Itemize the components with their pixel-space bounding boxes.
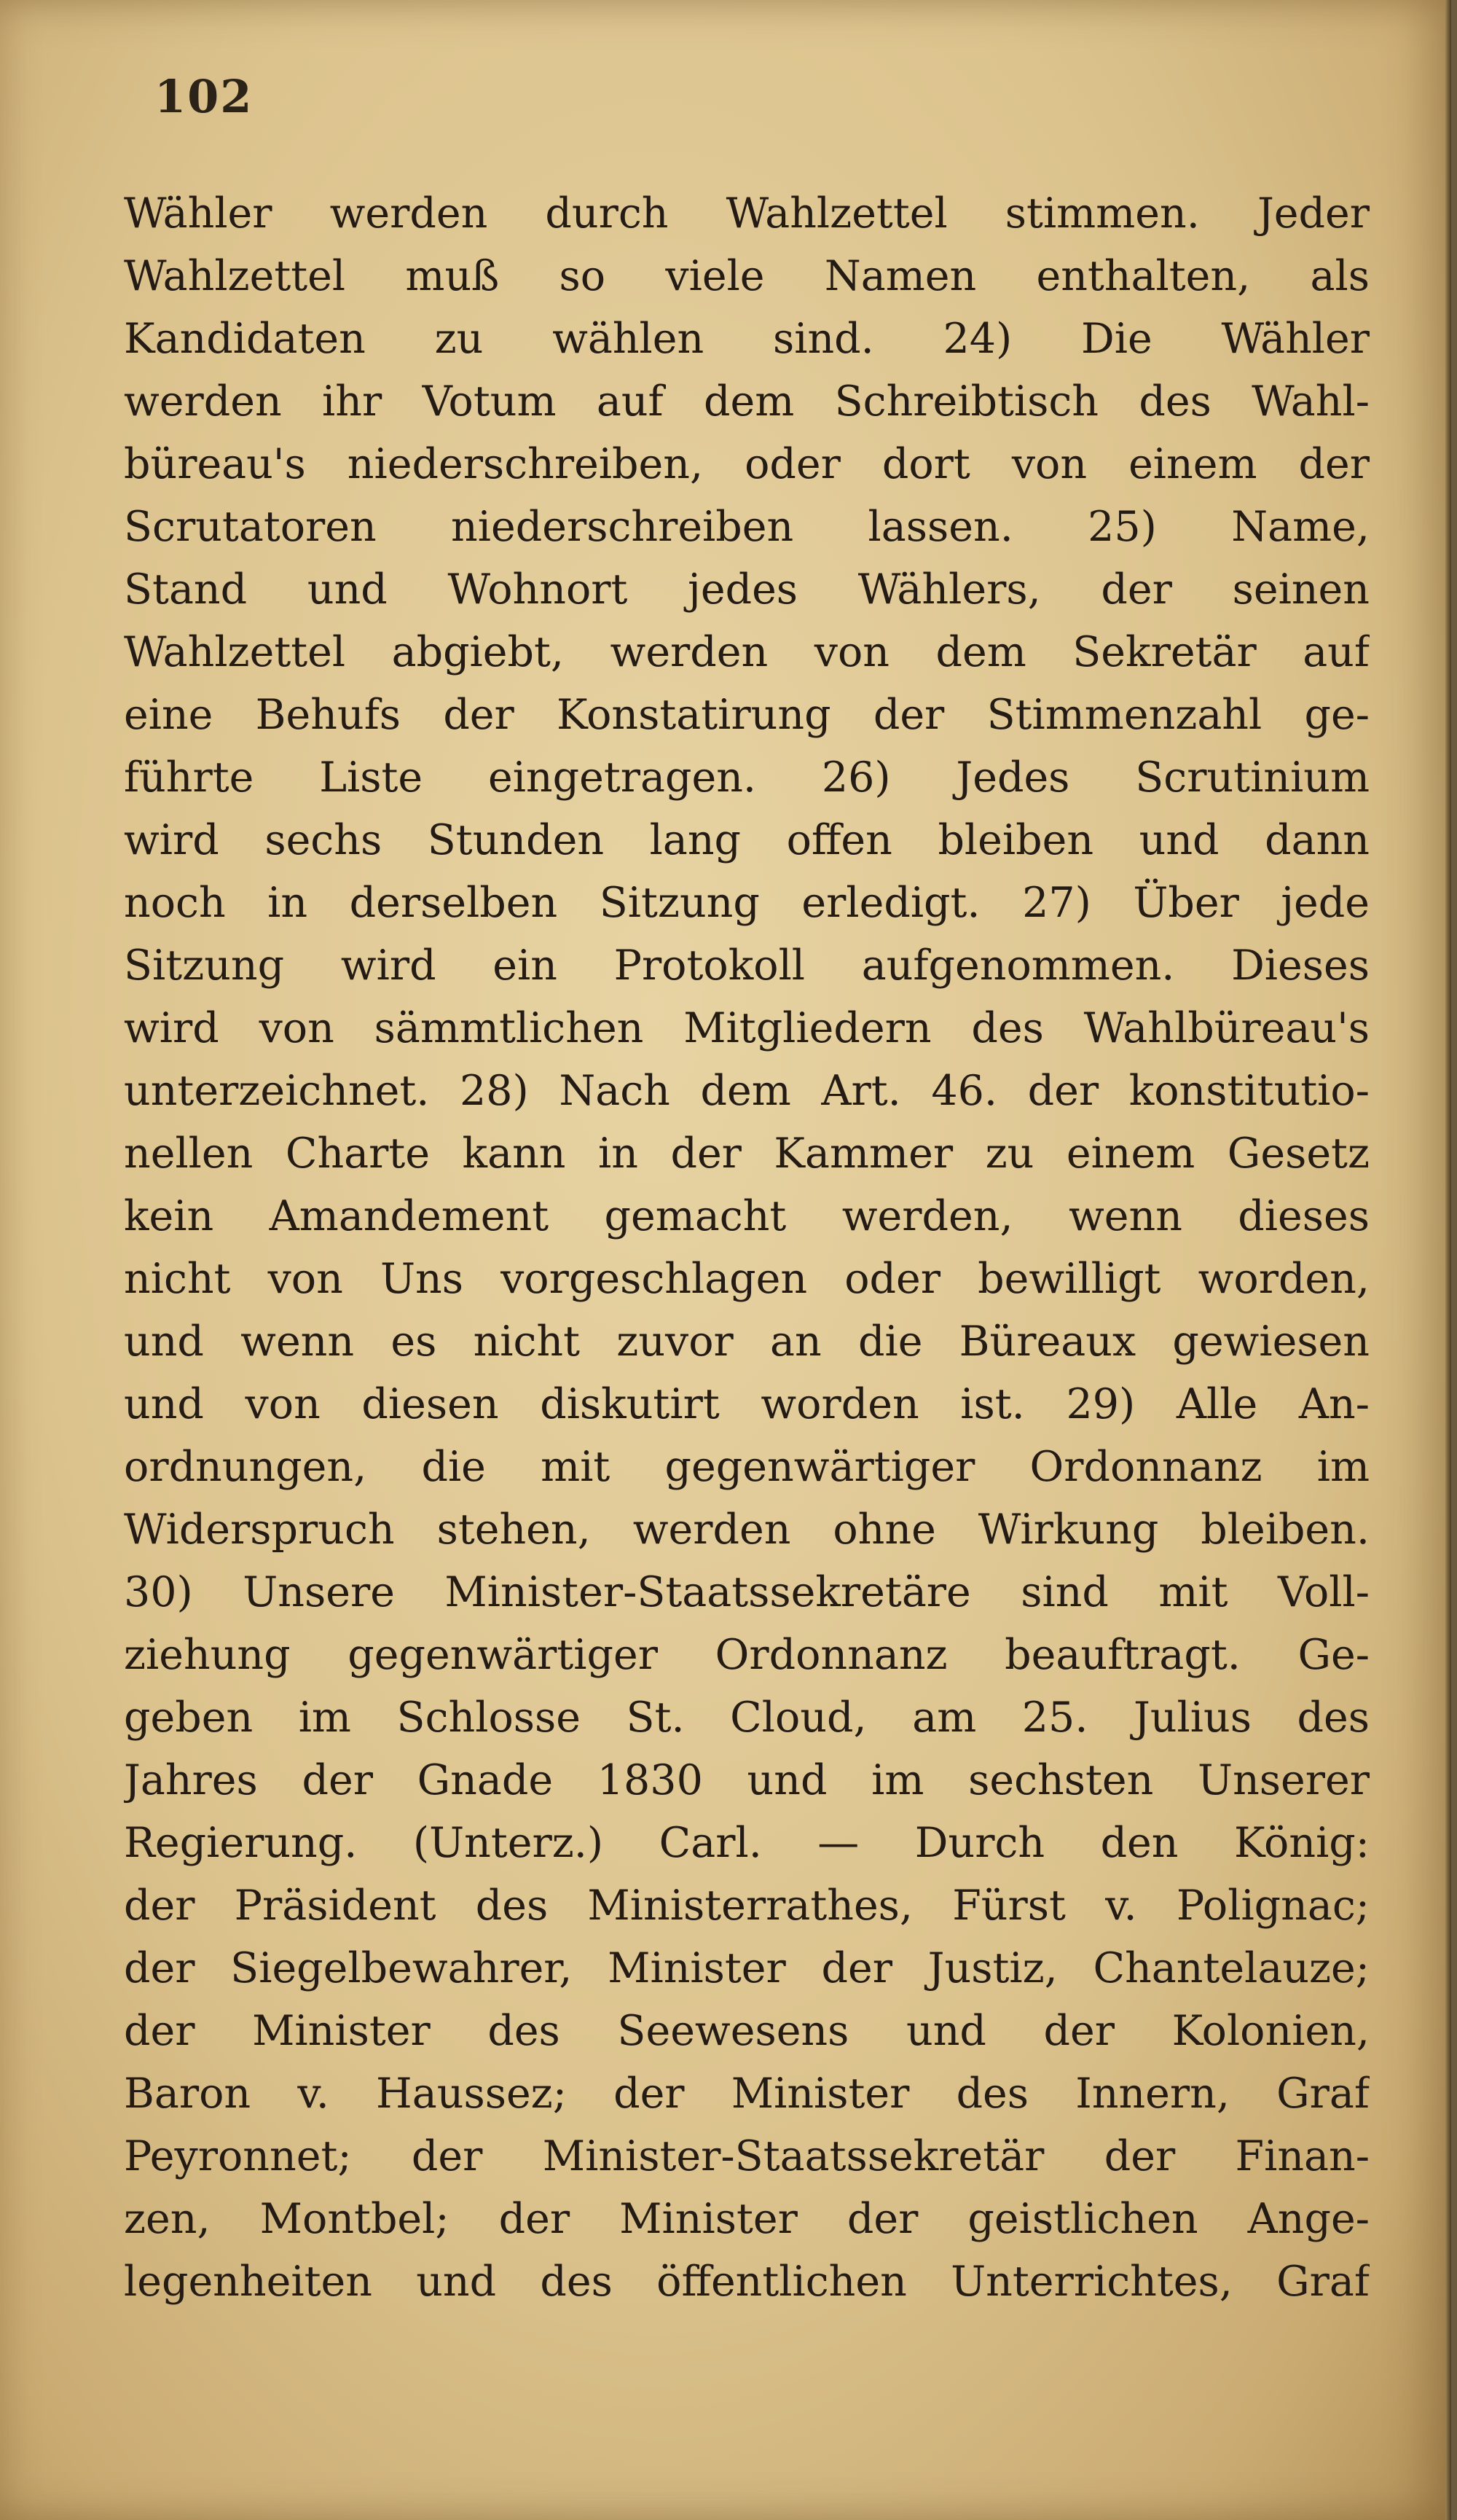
body-text: [124, 182, 1370, 2313]
text-line: führte Liste eingetragen. 26) Jedes Scrutinium: [124, 754, 1370, 802]
text-line: der Minister des Seewesens und der Kolonien,: [124, 2007, 1370, 2055]
text-line: legenheiten und des öffentlichen Unterrichtes, Graf: [124, 2258, 1370, 2306]
text-line: noch in derselben Sitzung erledigt. 27) Über jede: [124, 879, 1370, 927]
text-line: Wahlzettel abgiebt, werden von dem Sekretär auf: [124, 628, 1370, 676]
text-line: 30) Unsere Minister-Staatssekretäre sind mit Voll-: [124, 1568, 1370, 1616]
page-edge: [1445, 0, 1451, 2520]
text-line: nicht von Uns vorgeschlagen oder bewilligt worden,: [124, 1255, 1370, 1303]
text-line: Stand und Wohnort jedes Wählers, der seinen: [124, 566, 1370, 614]
text-line: Kandidaten zu wählen sind. 24) Die Wähler: [124, 315, 1370, 363]
text-line: Peyronnet; der Minister-Staatssekretär der Finan-: [124, 2132, 1370, 2180]
text-line: eine Behufs der Konstatirung der Stimmenzahl ge-: [124, 691, 1370, 739]
text-line: Sitzung wird ein Protokoll aufgenommen. Dieses: [124, 942, 1370, 990]
text-line: wird von sämmtlichen Mitgliedern des Wahlbüreau's: [124, 1004, 1370, 1052]
text-line: unterzeichnet. 28) Nach dem Art. 46. der konstitutio-: [124, 1067, 1370, 1115]
text-line: Wähler werden durch Wahlzettel stimmen. Jeder: [124, 189, 1370, 238]
text-line: geben im Schlosse St. Cloud, am 25. Julius des: [124, 1694, 1370, 1742]
text-line: werden ihr Votum auf dem Schreibtisch des Wahl-: [124, 377, 1370, 426]
text-line: ziehung gegenwärtiger Ordonnanz beauftragt. Ge-: [124, 1631, 1370, 1679]
text-line: der Siegelbewahrer, Minister der Justiz, Chantelauze;: [124, 1944, 1370, 1992]
text-line: und wenn es nicht zuvor an die Büreaux gewiesen: [124, 1318, 1370, 1366]
text-line: ordnungen, die mit gegenwärtiger Ordonnanz im: [124, 1443, 1370, 1491]
text-line: Scrutatoren niederschreiben lassen. 25) Name,: [124, 503, 1370, 551]
text-line: der Präsident des Ministerrathes, Fürst v. Polignac;: [124, 1882, 1370, 1930]
text-line: zen, Montbel; der Minister der geistlichen Ange-: [124, 2195, 1370, 2243]
text-line: wird sechs Stunden lang offen bleiben und dann: [124, 816, 1370, 864]
text-line: Wahlzettel muß so viele Namen enthalten, als: [124, 252, 1370, 300]
text-line: Widerspruch stehen, werden ohne Wirkung bleiben.: [124, 1506, 1370, 1554]
text-line: Regierung. (Unterz.) Carl. — Durch den König:: [124, 1819, 1370, 1867]
text-line: und von diesen diskutirt worden ist. 29) Alle An-: [124, 1380, 1370, 1428]
text-line: nellen Charte kann in der Kammer zu einem Gesetz: [124, 1130, 1370, 1178]
page-number: 102: [154, 70, 254, 123]
text-line: Baron v. Haussez; der Minister des Innern, Graf: [124, 2070, 1370, 2118]
text-line: Jahres der Gnade 1830 und im sechsten Unserer: [124, 1756, 1370, 1804]
text-line: büreau's niederschreiben, oder dort von einem der: [124, 440, 1370, 488]
text-line: kein Amandement gemacht werden, wenn dieses: [124, 1192, 1370, 1240]
